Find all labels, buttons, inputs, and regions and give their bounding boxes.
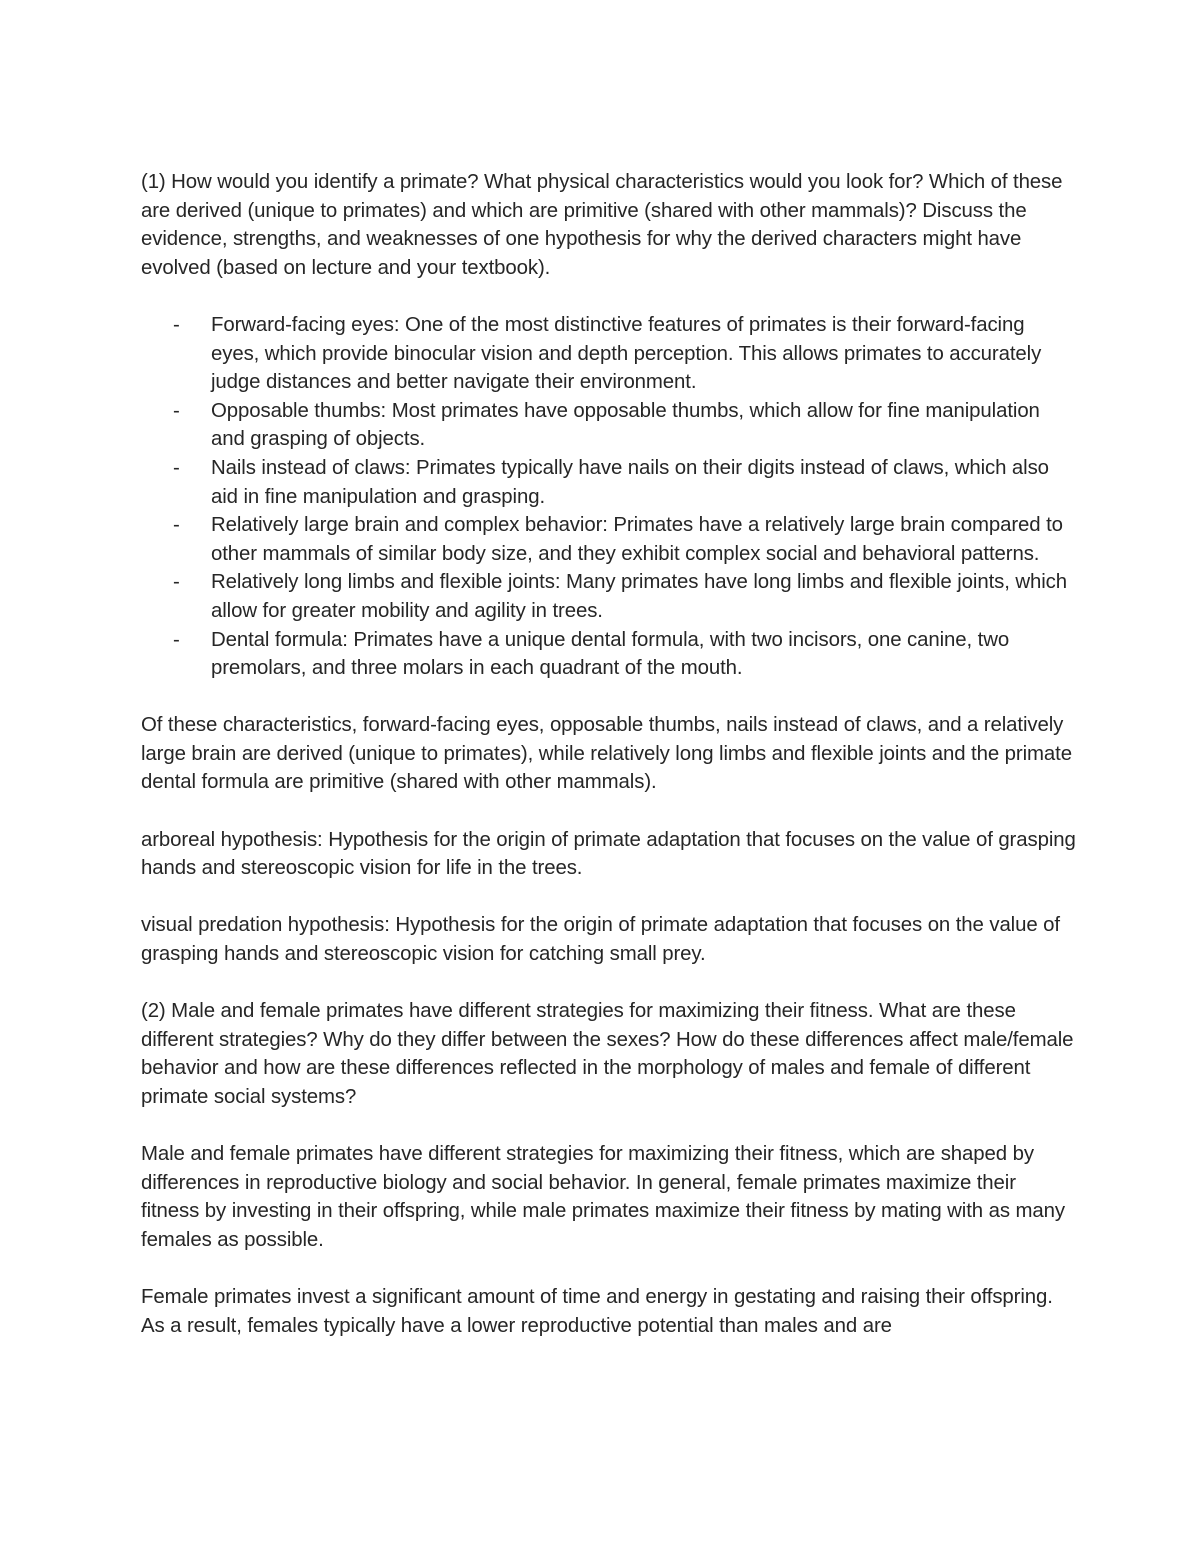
question-1: (1) How would you identify a primate? What physical characteristics would you look for? Which of these are derived (unique to primates) and which are primitive (shared with other mammals)? Discuss the evidence, strengths, and weaknesses of one hypothesis for why the derived characters might have evolved (based on lecture and your textbook). [141, 171, 1063, 279]
list-item [141, 626, 1076, 683]
answer-paragraph-2: Female primates invest a significant amount of time and energy in gestating and raising their offspring. As a result, females typically have a lower reproductive potential than males and are [141, 1286, 1053, 1337]
visual-predation-hypothesis: visual predation hypothesis: Hypothesis for the origin of primate adaptation that focuses on the value of grasping hands and stereoscopic vision for catching small prey. [141, 914, 1060, 966]
answer-paragraph-1: Male and female primates have different strategies for maximizing their fitness, which are shaped by differences in reproductive biology and social behavior. In general, female primates maximize their fitness by investing in their offspring, while male primates maximize their fitness by mating with as many females as possible. [141, 1143, 1065, 1251]
list-item [141, 454, 1076, 511]
bullet-marker: - [173, 456, 180, 479]
characteristics-list [141, 311, 1076, 683]
arboreal-hypothesis: arboreal hypothesis: Hypothesis for the origin of primate adaptation that focuses on the value of grasping hands and stereoscopic vision for life in the trees. [141, 828, 1076, 880]
bullet-marker: - [173, 399, 180, 422]
bullet-marker: - [173, 571, 180, 594]
list-item-text: Opposable thumbs: Most primates have opposable thumbs, which allow for fine manipulation and grasping of objects. [211, 399, 1040, 451]
list-item-text: Forward-facing eyes: One of the most distinctive features of primates is their forward-facing eyes, which provide binocular vision and depth perception. This allows primates to accurately judge distances and better navigate their environment. [211, 313, 1042, 394]
list-item-text: Dental formula: Primates have a unique dental formula, with two incisors, one canine, two premolars, and three molars in each quadrant of the mouth. [211, 628, 1010, 680]
bullet-marker: - [173, 313, 180, 336]
derived-primitive-summary: Of these characteristics, forward-facing eyes, opposable thumbs, nails instead of claws, and a relatively large brain are derived (unique to primates), while relatively long limbs and flexible joints and the primate dental formula are primitive (shared with other mammals). [141, 714, 1072, 794]
list-item-text: Relatively long limbs and flexible joints: Many primates have long limbs and flexible joints, which allow for greater mobility and agility in trees. [211, 571, 1067, 622]
list-item [141, 511, 1076, 568]
list-item [141, 397, 1076, 454]
bullet-marker: - [173, 514, 180, 537]
list-item [141, 568, 1076, 625]
list-item-text: Relatively large brain and complex behavior: Primates have a relatively large brain compared to other mammals of similar body size, and they exhibit complex social and behavioral patterns. [211, 514, 1063, 565]
list-item [141, 311, 1076, 397]
bullet-marker: - [173, 628, 180, 651]
question-2: (2) Male and female primates have different strategies for maximizing their fitness. What are these different strategies? Why do they differ between the sexes? How do these differences affect male/female behavior and how are these differences reflected in the morphology of males and female of different primate social systems? [141, 1000, 1074, 1108]
document-body [141, 168, 1076, 1340]
list-item-text: Nails instead of claws: Primates typically have nails on their digits instead of claws, which also aid in fine manipulation and grasping. [211, 456, 1049, 508]
